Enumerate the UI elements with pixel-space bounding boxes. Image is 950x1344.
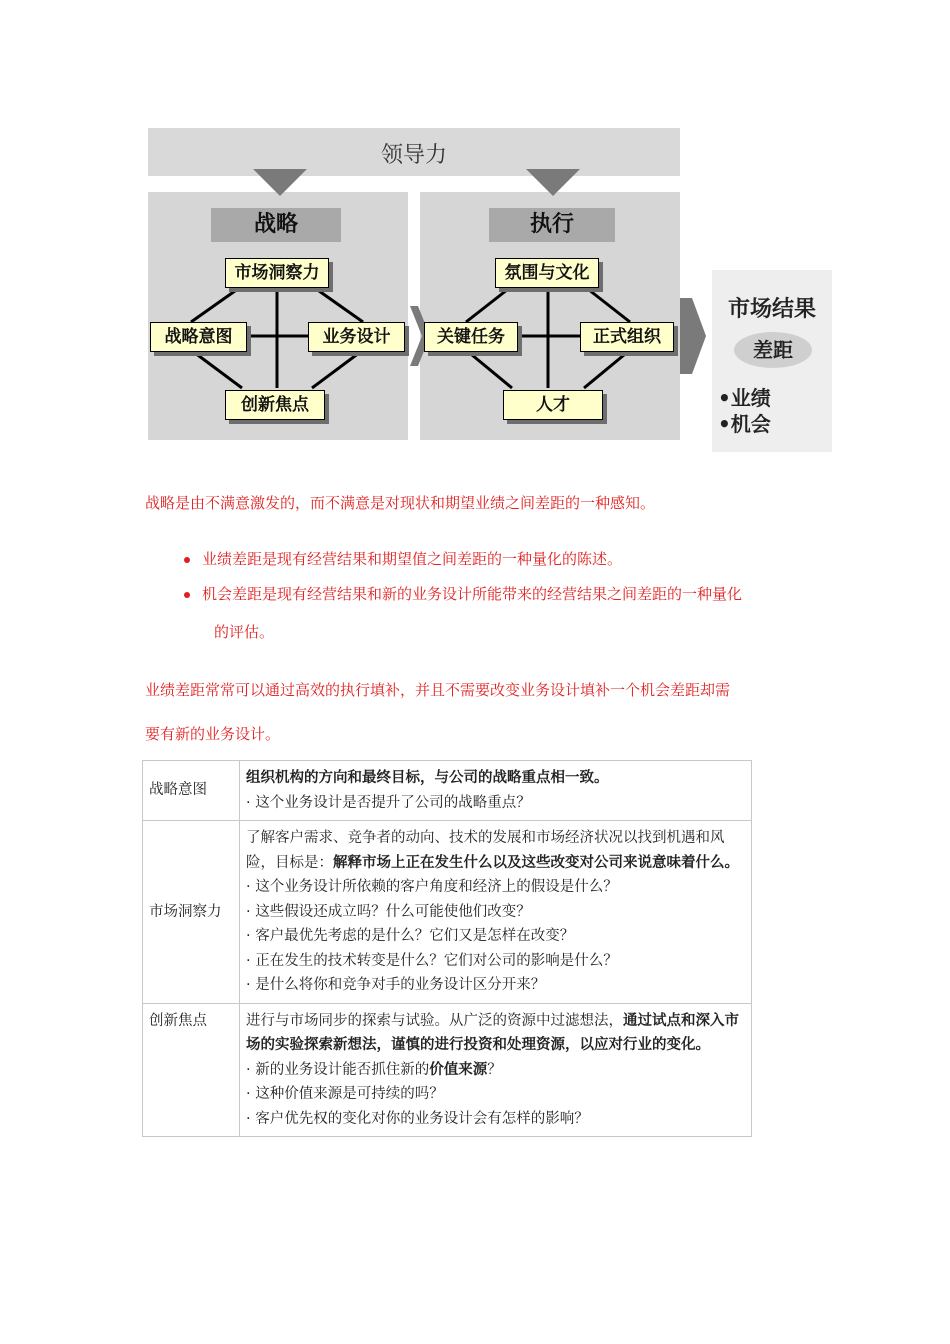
intro-sentence: 战略是由不满意激发的，而不满意是对现状和期望业绩之间差距的一种感知。	[145, 494, 656, 512]
table-row	[143, 1003, 752, 1137]
down-arrow-icon	[253, 169, 307, 196]
node-market-insight: 市场洞察力	[225, 258, 329, 288]
row-head	[143, 1003, 240, 1137]
row-question-post: ？	[487, 1061, 502, 1078]
right-arrow-icon	[680, 298, 706, 374]
execution-title: 执行	[489, 208, 615, 242]
bullet-dot	[184, 557, 190, 563]
row-question: · 是什么将你和竞争对手的业务设计区分开来？	[246, 977, 546, 993]
row-question: · 正在发生的技术转变是什么？它们对公司的影响是什么？	[246, 952, 618, 969]
down-arrow-icon	[526, 169, 580, 196]
row-description: 组织机构的方向和最终目标，与公司的战略重点相一致。	[246, 770, 609, 786]
node-strategic-intent: 战略意图	[150, 322, 247, 352]
row-head-label: 市场洞察力	[149, 903, 222, 920]
row-body	[240, 821, 752, 1004]
node-formal-organization: 正式组织	[580, 322, 674, 352]
detail-table	[142, 760, 752, 1137]
result-item-opportunity: •机会	[718, 412, 771, 436]
node-talent: 人才	[503, 390, 603, 420]
bullet-dot	[184, 592, 190, 598]
row-description-bold: 通过试点和深入市场的实验探索新想法，谨慎的进行投资和处理资源，以应对行业的变化。	[246, 1012, 739, 1053]
table-row	[143, 821, 752, 1004]
result-item-performance: •业绩	[718, 386, 771, 410]
row-description	[246, 826, 745, 875]
paragraph-line-1: 业绩差距常常可以通过高效的执行填补，并且不需要改变业务设计填补一个机会差距却需	[145, 681, 731, 699]
bullet-performance-gap: 业绩差距是现有经营结果和期望值之间差距的一种量化的陈述。	[202, 550, 623, 568]
strategy-title: 战略	[211, 208, 341, 242]
gap-oval: 差距	[734, 332, 812, 368]
bullet-opportunity-gap: 机会差距是现有经营结果和新的业务设计所能带来的经营结果之间差距的一种量化	[202, 585, 743, 603]
bullet-opportunity-gap-cont: 的评估。	[214, 623, 275, 641]
node-innovation-focus: 创新焦点	[225, 390, 325, 420]
node-business-design: 业务设计	[308, 322, 405, 352]
strategy-execution-diagram	[146, 126, 836, 456]
row-description-lead: 进行与市场同步的探索与试验。从广泛的资源中过滤想法，	[246, 1012, 623, 1029]
row-question: · 这个业务设计是否提升了公司的战略重点？	[246, 794, 531, 811]
row-head	[143, 821, 240, 1004]
row-question-pre: · 新的业务设计能否抓住新的	[246, 1061, 430, 1078]
market-result-title: 市场结果	[727, 297, 816, 322]
row-question: · 客户优先权的变化对你的业务设计会有怎样的影响？	[246, 1110, 589, 1127]
row-head-label: 战略意图	[149, 782, 207, 799]
row-description-bold: 解释市场上正在发生什么以及这些改变对公司来说意味着什么。	[333, 854, 739, 871]
market-result-box	[712, 270, 832, 452]
row-body	[240, 1003, 752, 1137]
row-question	[246, 1058, 745, 1083]
row-question: · 这个业务设计所依赖的客户角度和经济上的假设是什么？	[246, 879, 618, 895]
row-question: · 客户最优先考虑的是什么？它们又是怎样在改变？	[246, 928, 575, 944]
leadership-label: 领导力	[380, 143, 447, 168]
row-question: · 这些假设还成立吗？什么可能使他们改变？	[246, 903, 531, 920]
paragraph-line-2: 要有新的业务设计。	[145, 725, 281, 743]
row-head	[143, 761, 240, 821]
node-climate-culture: 氛围与文化	[495, 258, 599, 288]
row-description-lead: 了解客户需求、竞争者的动向、技术的发展和市场经济状况以找到机遇和风险，目标是：	[246, 830, 725, 871]
row-body	[240, 761, 752, 821]
node-critical-tasks: 关键任务	[424, 322, 518, 352]
table-row	[143, 761, 752, 821]
row-head-label: 创新焦点	[149, 1012, 207, 1029]
row-question-bold: 价值来源	[429, 1061, 488, 1078]
row-description	[246, 1009, 745, 1058]
row-question: · 这种价值来源是可持续的吗？	[246, 1086, 444, 1102]
